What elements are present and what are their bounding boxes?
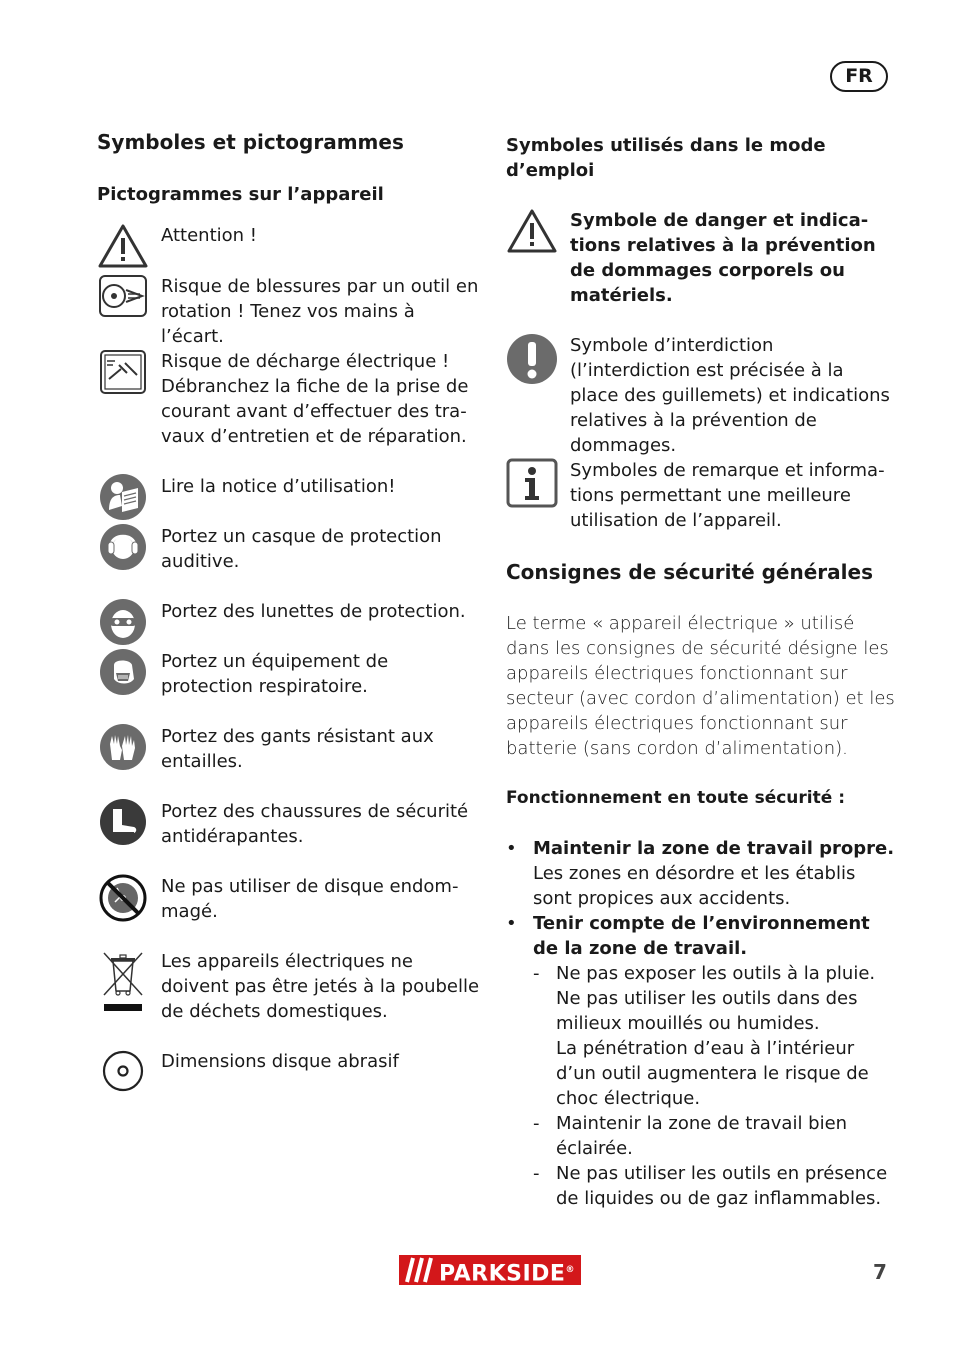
danger-triangle-icon <box>506 208 558 260</box>
sub-list <box>533 961 896 1211</box>
section-heading: Fonctionnement en toute sécurité : <box>506 788 845 808</box>
sub-list-text: Ne pas utiliser les outils en présence de liquides ou de gaz inflammables. <box>556 1163 888 1209</box>
picto-row <box>97 599 482 649</box>
prohibition-icon <box>506 333 558 385</box>
picto-label: Portez des gants résistant aux entailles. <box>161 726 434 772</box>
symbol-row <box>506 458 896 558</box>
sub-list-text: La pénétration d’eau à l’intérieur d’un outil augmentera le risque de choc électrique. <box>556 1038 869 1109</box>
bullet: • <box>506 838 517 859</box>
page-number: 7 <box>873 1260 887 1284</box>
sub-list-text: Ne pas exposer les outils à la pluie. Ne pas utiliser les outils dans des milieux mouillés ou humides. <box>556 963 876 1034</box>
bullet: • <box>506 913 517 934</box>
section-subtitle: Symboles utilisés dans le mode d’emploi <box>506 135 826 181</box>
intro-paragraph: Le terme « appareil électrique » utilisé dans les consignes de sécurité désigne les appareils électriques fonctionnant sur secteur (avec cordon d’alimentation) et les appareils électriques fonctionnant sur batterie (sans cordon d’alimentation). <box>506 613 895 759</box>
picto-label: Risque de blessures par un outil en rotation ! Tenez vos mains à l’écart. <box>161 276 479 347</box>
sub-list-item <box>533 1111 896 1161</box>
symbol-label: Symbole de danger et indications relatives à la prévention de dommages corporels ou matériels. <box>570 210 876 306</box>
list-item <box>506 911 896 1211</box>
sub-list-item <box>533 1161 896 1211</box>
list-item-title: Tenir compte de l’environnement de la zone de travail. <box>533 913 870 959</box>
symbol-row <box>506 333 896 458</box>
left-column <box>97 130 482 1099</box>
safety-boots-icon <box>97 799 149 851</box>
right-column <box>506 133 896 1211</box>
sub-list-text: Maintenir la zone de travail bien éclairée. <box>556 1113 848 1159</box>
picto-row <box>97 874 482 949</box>
picto-row <box>97 524 482 599</box>
logo-text: PARKSIDE® <box>439 1255 581 1285</box>
picto-row <box>97 474 482 524</box>
picto-label: Attention ! <box>161 225 258 246</box>
rotating-tool-hazard-icon <box>97 274 149 326</box>
picto-label: Lire la notice d’utilisation! <box>161 476 396 497</box>
ear-protection-icon <box>97 524 149 576</box>
no-damaged-disc-icon <box>97 874 149 926</box>
picto-row <box>97 349 482 474</box>
section-title: Symboles et pictogrammes <box>97 130 404 154</box>
picto-label: Risque de décharge électrique ! Débranchez la fiche de la prise de courant avant d’effectuer des travaux d’entretien et de réparation. <box>161 351 469 447</box>
picto-row <box>97 274 482 349</box>
picto-label: Dimensions disque abrasif <box>161 1051 399 1072</box>
picto-row <box>97 799 482 874</box>
language-badge: FR <box>830 61 888 92</box>
dash: - <box>533 1113 540 1134</box>
picto-label: Portez des chaussures de sécurité antidérapantes. <box>161 801 469 847</box>
dash: - <box>533 963 540 984</box>
weee-bin-icon <box>97 949 149 1017</box>
picto-row <box>97 724 482 799</box>
picto-label: Portez un casque de protection auditive. <box>161 526 442 572</box>
list-item-text: Les zones en désordre et les établis sont propices aux accidents. <box>533 863 856 909</box>
picto-row <box>97 223 482 274</box>
safety-title: Consignes de sécurité générales <box>506 560 873 584</box>
safety-list <box>506 836 896 1211</box>
respiratory-protection-icon <box>97 649 149 701</box>
symbol-label: Symboles de remarque et informations permettant une meilleure utilisation de l’appareil. <box>570 460 885 531</box>
picto-label: Portez un équipement de protection respiratoire. <box>161 651 389 697</box>
list-item <box>506 836 896 911</box>
symbol-row <box>506 208 896 333</box>
list-item-title: Maintenir la zone de travail propre. <box>533 838 895 859</box>
picto-row <box>97 949 482 1049</box>
section-subtitle: Pictogrammes sur l’appareil <box>97 184 384 205</box>
gloves-icon <box>97 724 149 776</box>
symbol-label: Symbole d’interdiction (l’interdiction est précisée à la place des guillemets) et indications relatives à la prévention de dommages. <box>570 335 890 456</box>
picto-row <box>97 649 482 724</box>
unplug-icon <box>97 349 149 401</box>
warning-triangle-icon <box>97 223 149 275</box>
disc-dimension-icon <box>97 1049 149 1101</box>
eye-protection-icon <box>97 599 149 651</box>
picto-label: Ne pas utiliser de disque endommagé. <box>161 876 459 922</box>
info-icon <box>506 458 558 510</box>
read-manual-icon <box>97 474 149 526</box>
picto-label: Portez des lunettes de protection. <box>161 601 466 622</box>
logo-stripes-icon <box>399 1255 439 1285</box>
sub-list-item <box>533 961 896 1111</box>
picto-label: Les appareils électriques ne doivent pas être jetés à la poubelle de déchets domestiques. <box>161 951 480 1022</box>
picto-row <box>97 1049 482 1099</box>
parkside-logo <box>399 1255 591 1285</box>
dash: - <box>533 1163 540 1184</box>
